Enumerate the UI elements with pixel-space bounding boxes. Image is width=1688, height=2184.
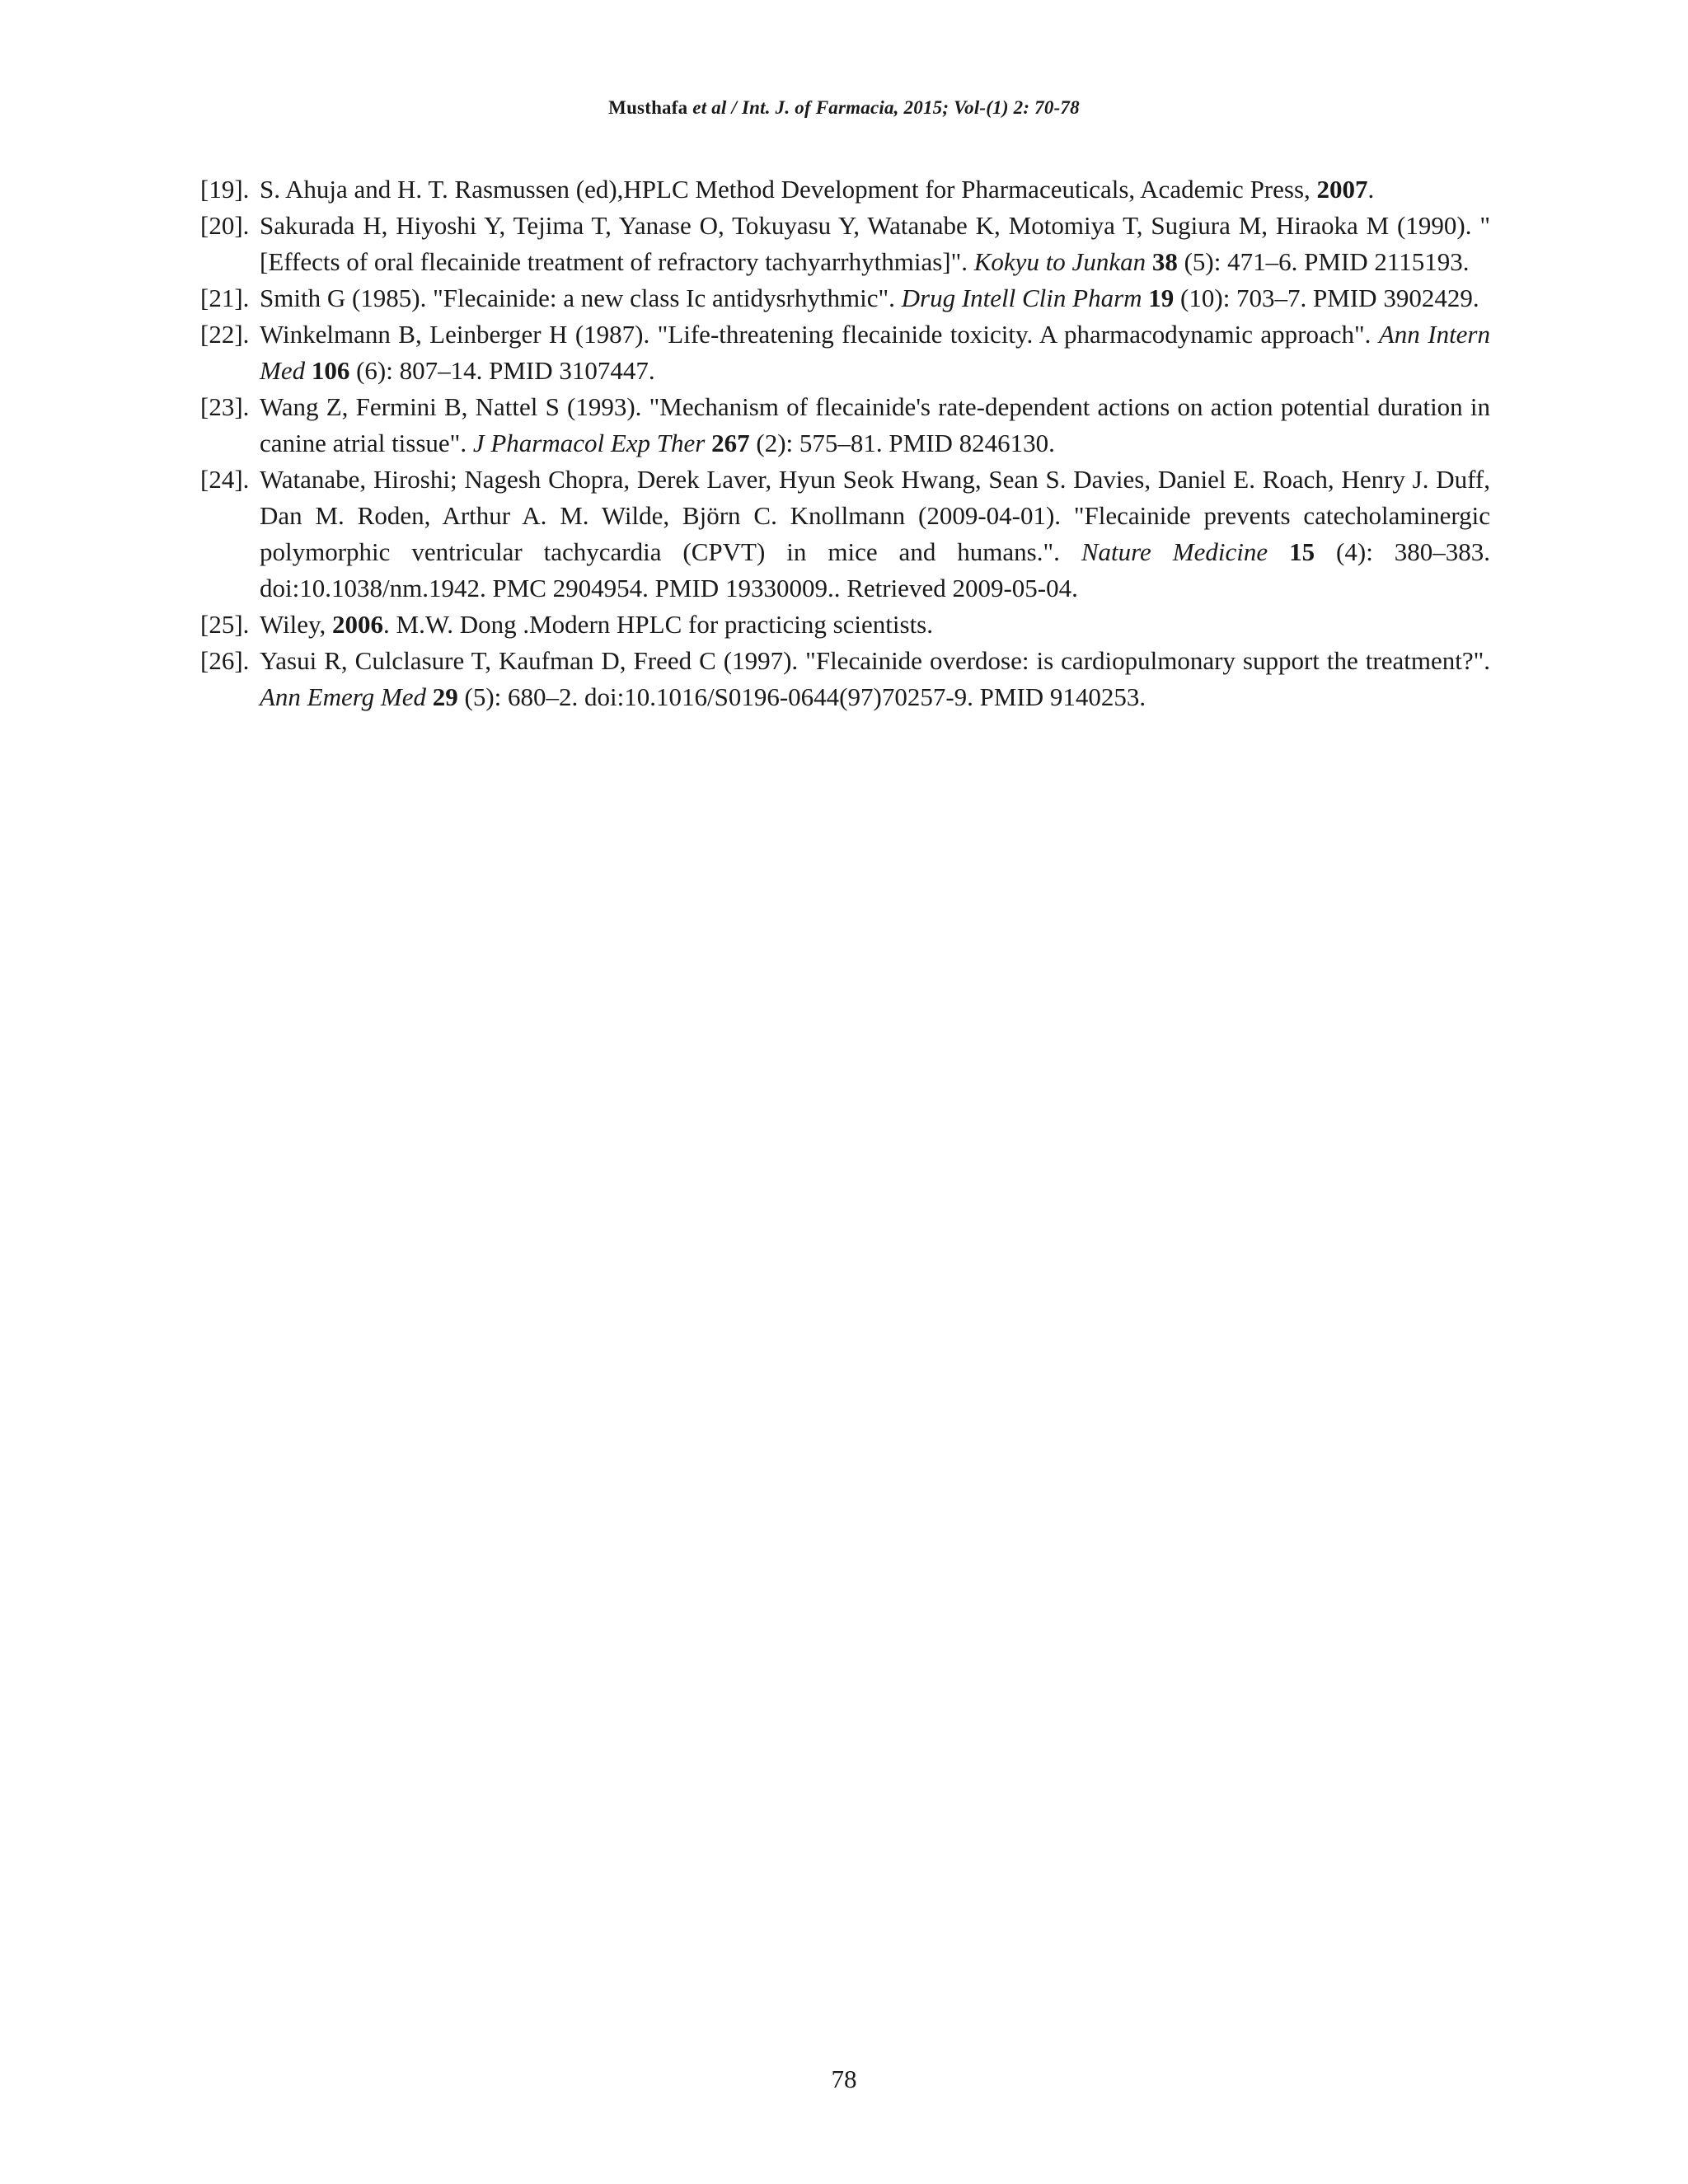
reference-volume: 38 xyxy=(1151,247,1178,276)
reference-segment: Wang Z, Fermini B, Nattel S (1993). "Mechanism of flecainide's rate-dependent actions on action potential duration in canine atrial tissue". xyxy=(260,392,1490,457)
reference-volume: 267 xyxy=(711,429,750,457)
reference-segment: (2): 575–81. PMID 8246130. xyxy=(749,429,1055,457)
reference-segment: Smith G (1985). "Flecainide: a new class Ic antidysrhythmic". xyxy=(260,284,902,312)
reference-text xyxy=(260,610,933,639)
reference-segment: . xyxy=(1367,175,1375,204)
reference-segment: Sakurada H, Hiyoshi Y, Tejima T, Yanase O, Tokuyasu Y, Watanabe K, Motomiya T, Sugiura M, Hiraoka M (1990). "[Effects of oral flecainide treatment of refractory tachyarrhythmias]". xyxy=(260,211,1490,276)
reference-volume: 19 xyxy=(1148,284,1175,312)
reference-segment: (5): 471–6. PMID 2115193. xyxy=(1177,247,1470,276)
reference-text xyxy=(260,646,1490,711)
reference-segment: (10): 703–7. PMID 3902429. xyxy=(1174,284,1479,312)
reference-segment: S. Ahuja and H. T. Rasmussen (ed),HPLC Method Development for Pharmaceuticals, Academic Press, xyxy=(260,175,1317,204)
reference-journal: J Pharmacol Exp Ther xyxy=(472,429,706,457)
reference-number: [20]. xyxy=(200,211,250,240)
reference-segment: . M.W. Dong .Modern HPLC for practicing scientists. xyxy=(383,610,933,639)
header-journal: / Int. J. of Farmacia, 2015; Vol-(1) 2: 70-78 xyxy=(726,97,1080,118)
reference-segment: (5): 680–2. doi:10.1016/S0196-0644(97)70257-9. PMID 9140253. xyxy=(457,682,1146,711)
reference-number: [19]. xyxy=(200,175,250,204)
reference-item xyxy=(200,643,1490,715)
running-header xyxy=(0,97,1688,119)
reference-text xyxy=(260,465,1490,602)
reference-segment xyxy=(305,356,312,385)
reference-text xyxy=(260,320,1490,385)
reference-item xyxy=(200,316,1490,389)
reference-text xyxy=(260,392,1490,457)
reference-journal: Nature Medicine xyxy=(1081,537,1268,566)
reference-segment xyxy=(426,682,433,711)
reference-item xyxy=(200,607,1490,643)
reference-item xyxy=(200,171,1490,208)
reference-journal: Ann Intern Med xyxy=(260,320,1491,385)
reference-text xyxy=(260,284,1479,312)
reference-number: [22]. xyxy=(200,320,250,349)
reference-segment xyxy=(705,429,711,457)
reference-volume: 15 xyxy=(1289,537,1315,566)
reference-journal: Drug Intell Clin Pharm xyxy=(901,284,1142,312)
reference-number: [21]. xyxy=(200,284,250,312)
reference-segment: (4): 380–383. doi:10.1038/nm.1942. PMC 2904954. PMID 19330009.. Retrieved 2009-05-04. xyxy=(260,537,1491,602)
reference-volume: 2006 xyxy=(332,610,383,639)
reference-item xyxy=(200,280,1490,316)
reference-segment: (6): 807–14. PMID 3107447. xyxy=(349,356,655,385)
reference-volume: 2007 xyxy=(1316,175,1368,204)
reference-segment xyxy=(1268,537,1289,566)
reference-number: [24]. xyxy=(200,465,250,494)
reference-item xyxy=(200,462,1490,607)
reference-segment: Wiley, xyxy=(260,610,332,639)
reference-segment xyxy=(1146,247,1152,276)
reference-journal: Kokyu to Junkan xyxy=(973,247,1146,276)
reference-item xyxy=(200,208,1490,280)
reference-text xyxy=(260,211,1490,276)
reference-text xyxy=(260,175,1374,204)
reference-volume: 29 xyxy=(432,682,458,711)
reference-segment: Winkelmann B, Leinberger H (1987). "Life-threatening flecainide toxicity. A pharmacodynamic approach". xyxy=(260,320,1379,349)
reference-number: [26]. xyxy=(200,646,250,675)
header-author: Musthafa xyxy=(608,97,693,118)
reference-number: [25]. xyxy=(200,610,250,639)
reference-list xyxy=(200,171,1490,715)
reference-number: [23]. xyxy=(200,392,250,421)
reference-journal: Ann Emerg Med xyxy=(260,682,427,711)
reference-item xyxy=(200,389,1490,462)
reference-segment: Yasui R, Culclasure T, Kaufman D, Freed C (1997). "Flecainide overdose: is cardiopulmonary support the treatment?". xyxy=(260,646,1490,675)
page-number: 78 xyxy=(831,2064,857,2093)
reference-segment: Watanabe, Hiroshi; Nagesh Chopra, Derek Laver, Hyun Seok Hwang, Sean S. Davies, Daniel E. Roach, Henry J. Duff, Dan M. Roden, Arthur A. M. Wilde, Björn C. Knollmann (2009-04-01). "Flecainide prevents catecholaminergic polymorphic ventricular tachycardia (CPVT) in mice and humans.". xyxy=(260,465,1490,566)
header-etal: et al xyxy=(692,97,727,118)
reference-volume: 106 xyxy=(311,356,350,385)
